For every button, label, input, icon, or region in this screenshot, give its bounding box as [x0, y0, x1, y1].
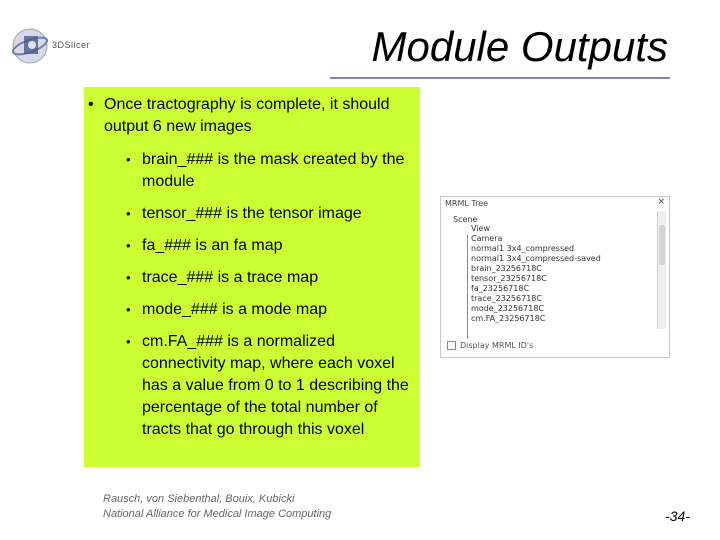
scroll-thumb[interactable] — [659, 225, 665, 265]
tree-node[interactable]: brain_23256718C — [471, 264, 542, 273]
tree-connector — [467, 235, 468, 339]
tree-node[interactable]: cm.FA_23256718C — [471, 314, 546, 323]
sub-bullet — [126, 331, 416, 441]
main-bullet — [88, 94, 408, 138]
main-bullet-text: Once tractography is complete, it should output 6 new images — [104, 96, 390, 135]
close-icon[interactable]: × — [657, 197, 665, 207]
sub-bullet — [126, 235, 416, 257]
tree-node[interactable]: tensor_23256718C — [471, 274, 547, 283]
footer-credits — [103, 492, 331, 522]
sub-bullet — [126, 203, 416, 225]
bullet-icon: • — [126, 206, 131, 221]
page-title: Module Outputs — [371, 23, 668, 70]
checkbox[interactable] — [447, 341, 456, 350]
sub-bullet-text: mode_### is a mode map — [142, 301, 327, 318]
bullet-icon: • — [126, 270, 131, 285]
sub-bullet — [126, 299, 416, 321]
tree-node[interactable]: normal1 3x4_compressed-saved — [471, 254, 601, 263]
logo-text: 3DSlicer — [52, 40, 91, 50]
title-divider — [330, 77, 670, 79]
sub-bullet-text: tensor_### is the tensor image — [142, 205, 362, 222]
footer-organization: National Alliance for Medical Image Computing — [103, 508, 332, 520]
tree-node[interactable]: View — [471, 224, 490, 233]
tree-node[interactable]: Scene — [453, 215, 478, 224]
display-ids-label: Display MRML ID's — [460, 341, 534, 350]
bullet-icon: • — [126, 334, 131, 349]
sub-bullet-text: trace_### is a trace map — [142, 269, 319, 286]
tree-node[interactable]: mode_23256718C — [471, 304, 544, 313]
tree-node[interactable]: normal1 3x4_compressed — [471, 244, 575, 253]
tree-node[interactable]: trace_23256718C — [471, 294, 542, 303]
panel-title: MRML Tree — [445, 199, 489, 208]
sub-bullet — [126, 149, 416, 193]
display-ids-option[interactable] — [447, 341, 533, 350]
panel-scrollbar[interactable] — [657, 211, 666, 329]
page-number: -34- — [665, 508, 690, 524]
tree-node[interactable]: fa_23256718C — [471, 284, 530, 293]
footer-authors: Rausch, von Siebenthal, Bouix, Kubicki — [103, 493, 295, 505]
bullet-icon: • — [126, 152, 131, 167]
sub-bullet-text: cm.FA_### is a normalized connectivity map, where each voxel has a value from 0 to 1 describing the percentage of the total number of tracts that go through this voxel — [142, 333, 409, 438]
tree-node[interactable]: Camera — [471, 234, 503, 243]
mrml-tree-panel — [440, 196, 670, 358]
sub-bullet — [126, 267, 416, 289]
sub-bullet-text: brain_### is the mask created by the module — [142, 151, 405, 190]
bullet-icon: • — [126, 302, 131, 317]
sub-bullet-text: fa_### is an fa map — [142, 237, 283, 254]
slicer-logo-icon — [8, 24, 52, 68]
bullet-icon: • — [126, 238, 131, 253]
mrml-tree — [449, 211, 649, 329]
bullet-icon: • — [88, 96, 94, 113]
